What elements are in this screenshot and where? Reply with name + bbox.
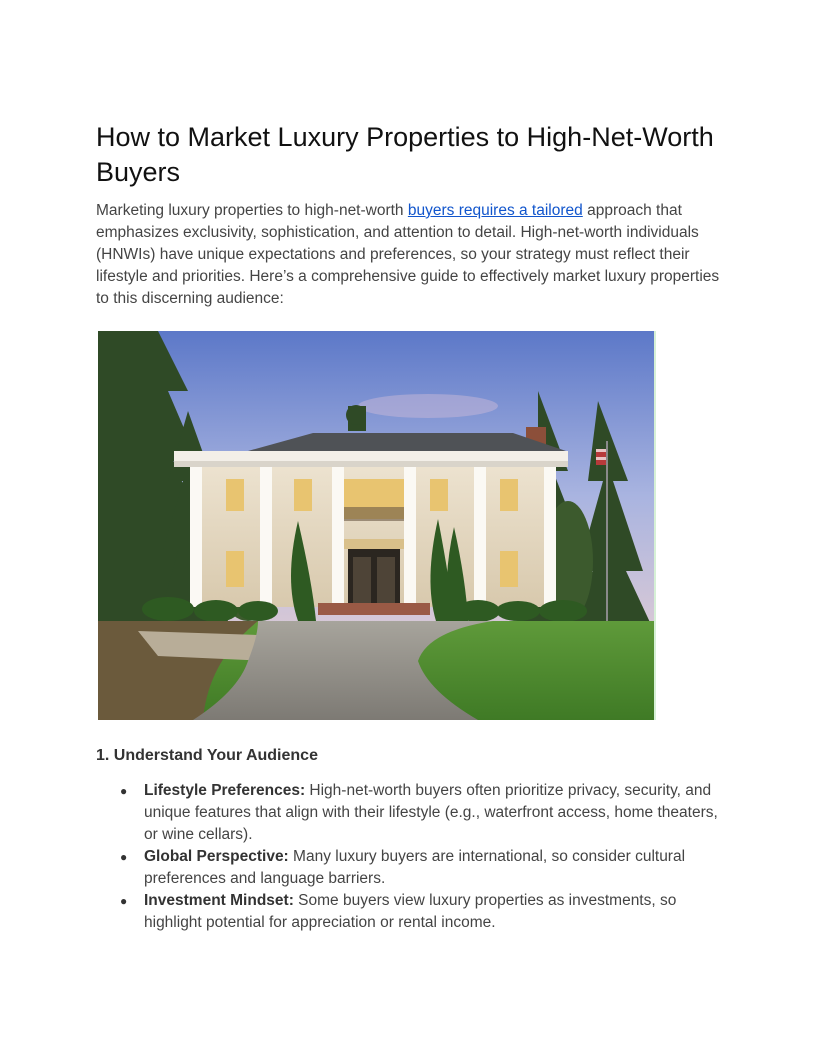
section-heading: 1. Understand Your Audience [96,747,318,764]
intro-text-end: approach that emphasizes exclusivity, sophistication, and attention to detail. High-net-worth individuals (HNWIs) have unique expectations and preferences, so your strategy must reflect their lifestyle and priorities. Here’s a comprehensive guide to effectively market luxury properties to this discerning audience: [96,202,720,307]
item-term: Investment Mindset: [144,892,294,909]
intro-link[interactable]: buyers requires a tailored [407,202,583,219]
list-item [96,780,726,846]
item-term: Lifestyle Preferences: [144,782,306,799]
bullet-icon: ● [120,894,128,908]
bullet-icon: ● [120,850,128,864]
item-text: High-net-worth buyers often prioritize privacy, security, and unique features that align with their lifestyle (e.g., waterfront access, home theaters, or wine cellars). [144,782,718,843]
intro-text-start: Marketing luxury properties to high-net-worth [96,202,408,219]
intro-paragraph [96,200,726,310]
list-item [96,890,726,934]
item-text: Many luxury buyers are international, so consider cultural preferences and language barriers. [144,848,686,887]
audience-list [96,780,726,934]
list-item [96,846,726,890]
article-body [96,120,726,934]
item-text: Some buyers view luxury properties as investments, so highlight potential for appreciation or rental income. [144,892,677,931]
article-title: How to Market Luxury Properties to High-Net-Worth Buyers [96,122,714,187]
luxury-house-photo [98,331,656,720]
item-term: Global Perspective: [144,848,289,865]
bullet-icon: ● [120,784,128,798]
